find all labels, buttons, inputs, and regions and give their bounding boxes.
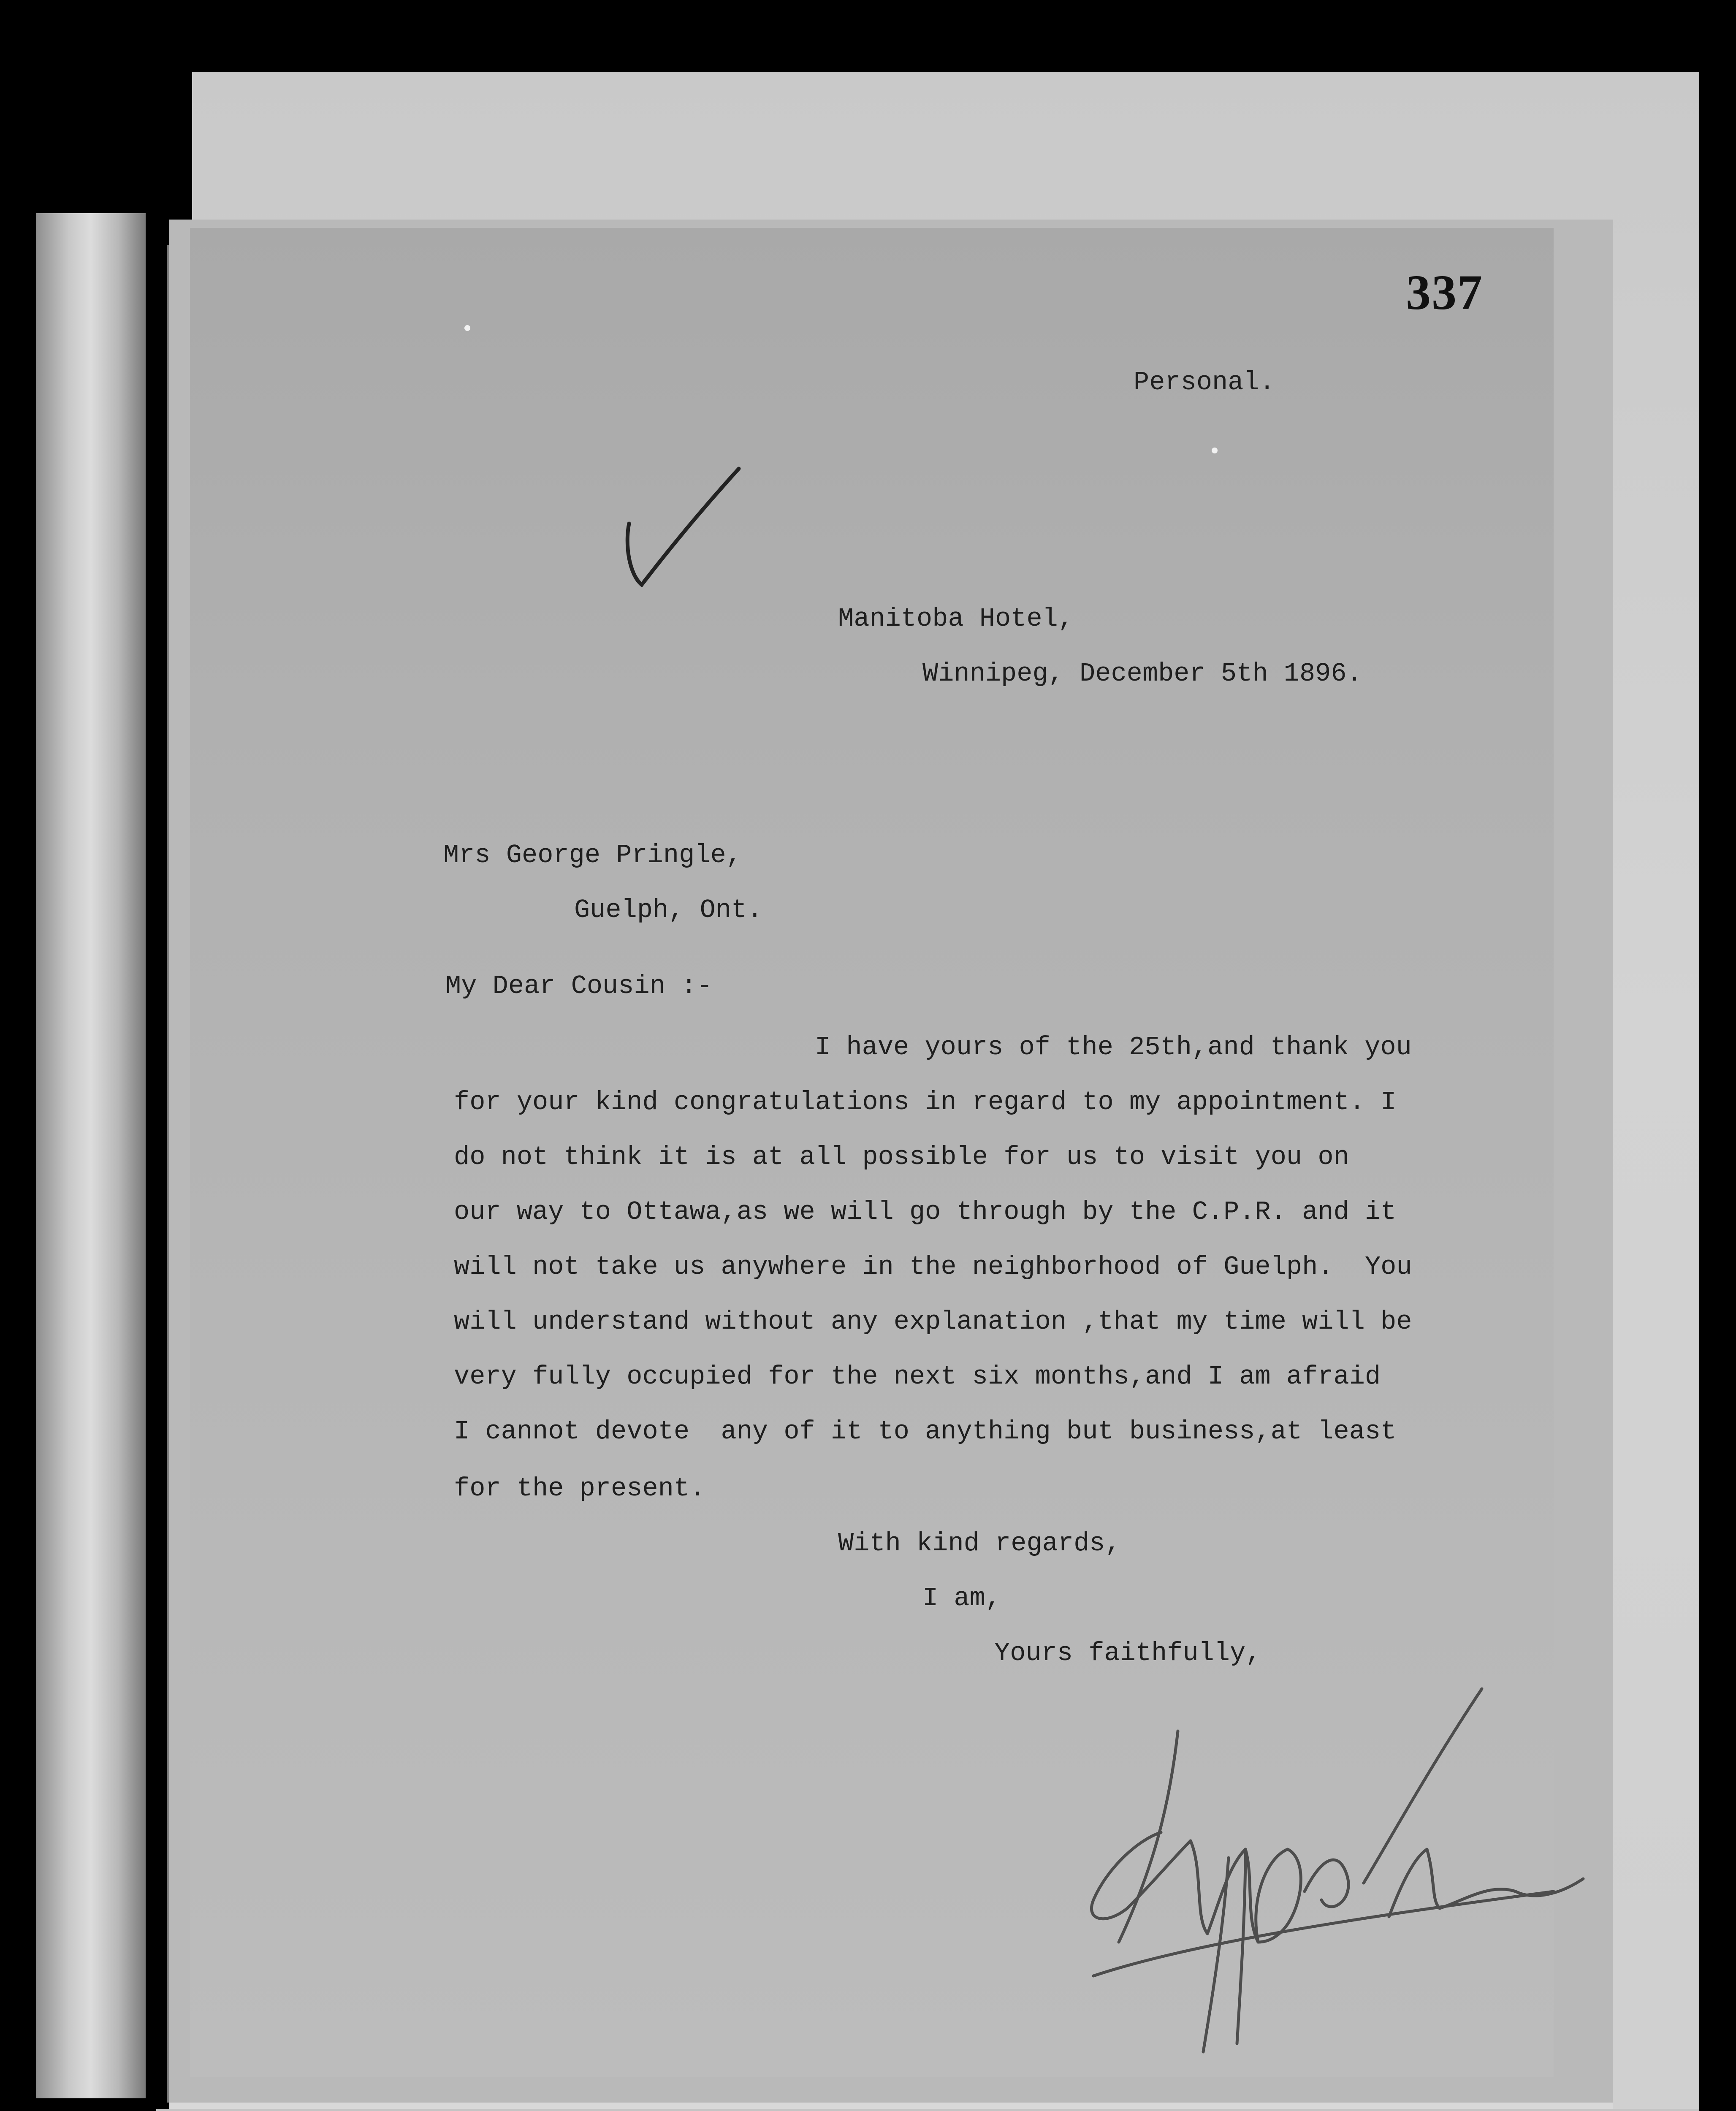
checkmark-icon <box>612 464 747 591</box>
letterhead-hotel: Manitoba Hotel, <box>838 604 1074 634</box>
body-line: will understand without any explanation ,that my time will be <box>454 1307 1412 1337</box>
rolled-backing-sheet <box>36 213 146 2098</box>
body-line: will not take us anywhere in the neighborhood of Guelph. You <box>454 1252 1412 1282</box>
page-number: 337 <box>1406 265 1483 320</box>
dust-speck <box>1212 448 1218 453</box>
recipient-name: Mrs George Pringle, <box>443 840 742 870</box>
body-line: for your kind congratulations in regard to my appointment. I <box>454 1087 1397 1117</box>
bottom-board <box>156 2109 1699 2111</box>
recipient-city: Guelph, Ont. <box>574 895 763 925</box>
body-line: I cannot devote any of it to anything but business,at least <box>454 1416 1397 1446</box>
closing-yours: Yours faithfully, <box>994 1638 1261 1668</box>
body-line: I have yours of the 25th,and thank you <box>815 1032 1412 1062</box>
dust-speck <box>464 325 470 331</box>
body-line: for the present. <box>454 1473 705 1503</box>
salutation: My Dear Cousin :- <box>445 971 713 1001</box>
body-line: our way to Ottawa,as we will go through by the C.P.R. and it <box>454 1197 1397 1227</box>
closing-i-am: I am, <box>922 1583 1001 1613</box>
body-line: very fully occupied for the next six months,and I am afraid <box>454 1362 1381 1392</box>
body-line: do not think it is at all possible for us to visit you on <box>454 1142 1349 1172</box>
personal-marking: Personal. <box>1134 367 1275 397</box>
closing-regards: With kind regards, <box>838 1528 1121 1558</box>
letter-date: Winnipeg, December 5th 1896. <box>922 659 1362 689</box>
letter-page <box>190 228 1554 2077</box>
handwritten-signature <box>1068 1680 1617 2103</box>
